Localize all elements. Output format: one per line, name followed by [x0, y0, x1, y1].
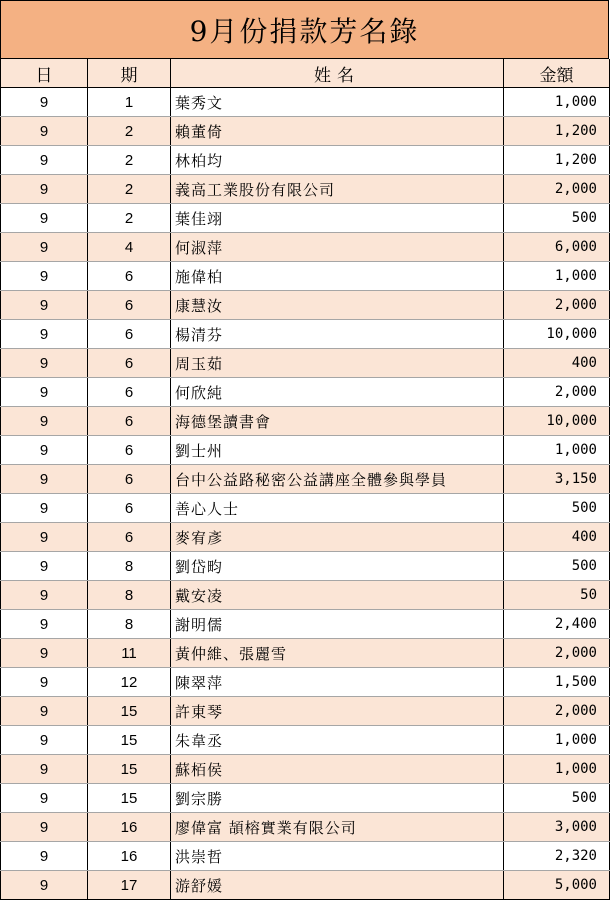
cell-day: 8	[88, 610, 171, 639]
table-row	[1, 842, 610, 871]
cell-day: 6	[88, 494, 171, 523]
cell-day: 15	[88, 755, 171, 784]
table-row	[1, 581, 610, 610]
table-body	[1, 88, 610, 900]
cell-month: 9	[1, 639, 88, 668]
cell-name: 陳翠萍	[171, 668, 504, 697]
cell-month: 9	[1, 175, 88, 204]
cell-amount: 1,200	[504, 146, 610, 175]
cell-amount: 10,000	[504, 407, 610, 436]
cell-month: 9	[1, 581, 88, 610]
cell-amount: 1,000	[504, 436, 610, 465]
cell-day: 6	[88, 436, 171, 465]
cell-name: 善心人士	[171, 494, 504, 523]
cell-month: 9	[1, 523, 88, 552]
cell-month: 9	[1, 494, 88, 523]
cell-month: 9	[1, 668, 88, 697]
cell-month: 9	[1, 117, 88, 146]
header-month: 日	[1, 59, 88, 88]
cell-month: 9	[1, 465, 88, 494]
cell-day: 6	[88, 262, 171, 291]
cell-amount: 1,000	[504, 262, 610, 291]
cell-day: 15	[88, 697, 171, 726]
cell-month: 9	[1, 842, 88, 871]
header-day: 期	[88, 59, 171, 88]
cell-month: 9	[1, 262, 88, 291]
cell-name: 蘇栢侯	[171, 755, 504, 784]
table-row	[1, 262, 610, 291]
cell-amount: 1,200	[504, 117, 610, 146]
table-row	[1, 755, 610, 784]
cell-name: 劉宗勝	[171, 784, 504, 813]
cell-month: 9	[1, 378, 88, 407]
cell-name: 何淑萍	[171, 233, 504, 262]
cell-name: 海德堡讀書會	[171, 407, 504, 436]
cell-amount: 1,500	[504, 668, 610, 697]
header-name: 姓名	[171, 59, 504, 88]
table-row	[1, 233, 610, 262]
donation-table	[0, 59, 610, 900]
cell-amount: 6,000	[504, 233, 610, 262]
cell-name: 台中公益路秘密公益講座全體參與學員	[171, 465, 504, 494]
cell-month: 9	[1, 610, 88, 639]
cell-name: 楊清芬	[171, 320, 504, 349]
cell-name: 賴董倚	[171, 117, 504, 146]
cell-name: 葉秀文	[171, 88, 504, 117]
cell-day: 6	[88, 523, 171, 552]
cell-amount: 50	[504, 581, 610, 610]
cell-amount: 1,000	[504, 88, 610, 117]
cell-month: 9	[1, 407, 88, 436]
cell-amount: 2,000	[504, 291, 610, 320]
cell-name: 劉士州	[171, 436, 504, 465]
cell-amount: 2,000	[504, 378, 610, 407]
cell-amount: 2,000	[504, 639, 610, 668]
cell-month: 9	[1, 233, 88, 262]
cell-name: 戴安凌	[171, 581, 504, 610]
cell-day: 2	[88, 204, 171, 233]
cell-day: 1	[88, 88, 171, 117]
cell-name: 葉佳翊	[171, 204, 504, 233]
cell-day: 16	[88, 842, 171, 871]
cell-day: 2	[88, 175, 171, 204]
table-row	[1, 320, 610, 349]
cell-month: 9	[1, 320, 88, 349]
cell-day: 6	[88, 349, 171, 378]
cell-month: 9	[1, 784, 88, 813]
cell-amount: 2,000	[504, 697, 610, 726]
table-row	[1, 146, 610, 175]
table-row	[1, 668, 610, 697]
cell-month: 9	[1, 88, 88, 117]
cell-month: 9	[1, 436, 88, 465]
cell-month: 9	[1, 204, 88, 233]
cell-amount: 500	[504, 494, 610, 523]
cell-day: 15	[88, 784, 171, 813]
table-row	[1, 494, 610, 523]
cell-name: 廖偉富 頡榕實業有限公司	[171, 813, 504, 842]
cell-amount: 1,000	[504, 726, 610, 755]
cell-name: 洪崇哲	[171, 842, 504, 871]
cell-amount: 400	[504, 349, 610, 378]
cell-day: 17	[88, 871, 171, 900]
cell-day: 6	[88, 465, 171, 494]
cell-month: 9	[1, 291, 88, 320]
table-row	[1, 407, 610, 436]
cell-day: 6	[88, 320, 171, 349]
cell-day: 6	[88, 378, 171, 407]
table-row	[1, 610, 610, 639]
table-row	[1, 726, 610, 755]
cell-name: 游舒媛	[171, 871, 504, 900]
cell-day: 8	[88, 552, 171, 581]
cell-day: 11	[88, 639, 171, 668]
table-row	[1, 291, 610, 320]
table-row	[1, 378, 610, 407]
page-title: 9月份捐款芳名錄	[0, 0, 609, 59]
cell-name: 朱韋丞	[171, 726, 504, 755]
header-row	[1, 59, 610, 88]
cell-name: 康慧汝	[171, 291, 504, 320]
cell-name: 麥宥彥	[171, 523, 504, 552]
table-row	[1, 639, 610, 668]
cell-amount: 2,000	[504, 175, 610, 204]
cell-month: 9	[1, 726, 88, 755]
cell-amount: 500	[504, 784, 610, 813]
table-row	[1, 465, 610, 494]
cell-day: 2	[88, 117, 171, 146]
cell-day: 2	[88, 146, 171, 175]
cell-name: 黃仲維、張麗雪	[171, 639, 504, 668]
cell-day: 6	[88, 291, 171, 320]
table-row	[1, 349, 610, 378]
cell-month: 9	[1, 349, 88, 378]
cell-amount: 500	[504, 204, 610, 233]
cell-amount: 3,150	[504, 465, 610, 494]
cell-month: 9	[1, 871, 88, 900]
cell-name: 謝明儒	[171, 610, 504, 639]
cell-name: 何欣純	[171, 378, 504, 407]
cell-day: 4	[88, 233, 171, 262]
cell-name: 林柏均	[171, 146, 504, 175]
table-row	[1, 871, 610, 900]
cell-day: 6	[88, 407, 171, 436]
header-amount: 金額	[504, 59, 610, 88]
cell-name: 施偉柏	[171, 262, 504, 291]
cell-day: 8	[88, 581, 171, 610]
cell-month: 9	[1, 755, 88, 784]
table-row	[1, 697, 610, 726]
table-row	[1, 813, 610, 842]
cell-amount: 1,000	[504, 755, 610, 784]
table-row	[1, 523, 610, 552]
table-row	[1, 784, 610, 813]
cell-amount: 2,400	[504, 610, 610, 639]
cell-name: 劉岱畇	[171, 552, 504, 581]
cell-day: 16	[88, 813, 171, 842]
table-row	[1, 175, 610, 204]
cell-amount: 500	[504, 552, 610, 581]
cell-name: 周玉茹	[171, 349, 504, 378]
cell-name: 義高工業股份有限公司	[171, 175, 504, 204]
cell-amount: 400	[504, 523, 610, 552]
table-row	[1, 552, 610, 581]
cell-month: 9	[1, 146, 88, 175]
table-row	[1, 88, 610, 117]
cell-amount: 2,320	[504, 842, 610, 871]
cell-day: 15	[88, 726, 171, 755]
cell-amount: 10,000	[504, 320, 610, 349]
cell-month: 9	[1, 697, 88, 726]
cell-amount: 5,000	[504, 871, 610, 900]
table-row	[1, 117, 610, 146]
cell-day: 12	[88, 668, 171, 697]
cell-month: 9	[1, 552, 88, 581]
cell-name: 許東琴	[171, 697, 504, 726]
table-row	[1, 204, 610, 233]
table-row	[1, 436, 610, 465]
cell-amount: 3,000	[504, 813, 610, 842]
cell-month: 9	[1, 813, 88, 842]
